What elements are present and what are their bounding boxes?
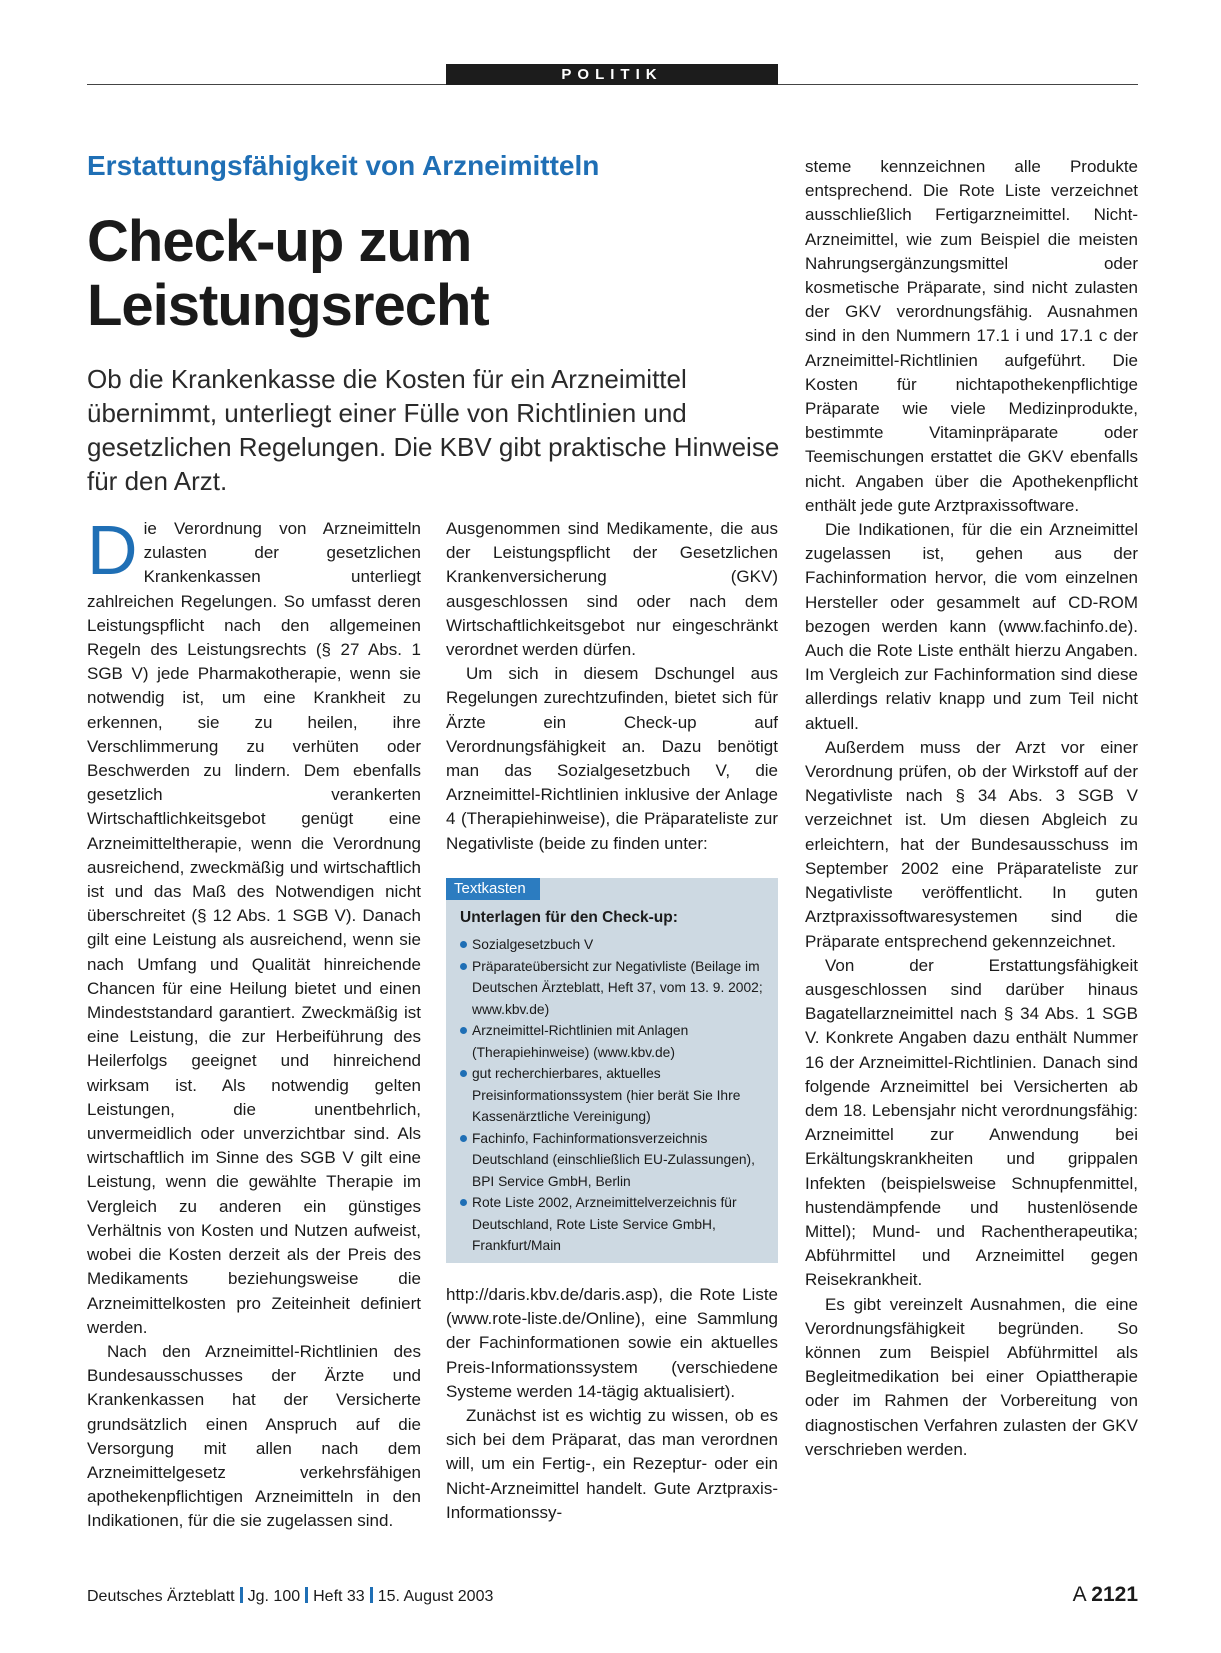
headline-line-1: Check-up zum: [87, 209, 472, 274]
journal-volume: Jg. 100: [247, 1588, 301, 1605]
paragraph: Zunächst ist es wichtig zu wissen, ob es sich bei dem Präparat, das man verordnen will, um ein Fertig-, ein Rezeptur- oder ein Nicht-Arzneimittel handelt. Gute Arztpraxis-Informationssy-: [446, 1406, 778, 1522]
info-box-title: Unterlagen für den Check-up:: [460, 909, 678, 926]
text-column-3: [805, 155, 1138, 1462]
list-item: Sozialgesetzbuch V: [460, 934, 772, 956]
bullet-icon: [460, 963, 467, 970]
article-kicker: Erstattungsfähigkeit von Arzneimitteln: [87, 150, 600, 181]
list-item: Präparateübersicht zur Negativliste (Beilage im Deutschen Ärzteblatt, Heft 37, vom 13. 9. 2002; www.kbv.de): [460, 956, 772, 1021]
footer-separator: [240, 1587, 243, 1603]
paragraph: Um sich in diesem Dschungel aus Regelungen zurechtzufinden, bietet sich für Ärzte ein Check-up auf Verordnungsfähigkeit an. Dazu benötigt man das Sozialgesetzbuch V, die Arzneimittel-Richtlinien inklusive der Anlage 4 (Therapiehinweise), die Präparateliste zur Negativliste (beide zu finden unter:: [446, 664, 778, 853]
page-prefix: A: [1072, 1583, 1086, 1606]
section-label: POLITIK: [446, 64, 778, 85]
bullet-icon: [460, 1135, 467, 1142]
bullet-icon: [460, 1199, 467, 1206]
journal-date: 15. August 2003: [377, 1588, 494, 1605]
text-column-1: [87, 511, 421, 1534]
bullet-icon: [460, 941, 467, 948]
info-box-list: [460, 934, 772, 1257]
paragraph: Nach den Arzneimittel-Richtlinien des Bundesausschusses der Ärzte und Krankenkassen hat der Versicherte grundsätzlich einen Anspruch auf die Versorgung mit allen nach dem Arzneimittelgesetz verkehrsfähigen apothekenpflichtigen Arzneimitteln in den Indikationen, für die sie zugelassen sind.: [87, 1341, 421, 1531]
journal-name: Deutsches Ärzteblatt: [87, 1588, 235, 1605]
drop-cap: D: [87, 511, 138, 589]
article-lead: Ob die Krankenkasse die Kosten für ein Arzneimittel übernimmt, unterliegt einer Fülle von Richtlinien und gesetzlichen Regelungen. Die KBV gibt praktische Hinweise für den Arzt.: [87, 364, 780, 496]
list-item: Fachinfo, Fachinformationsverzeichnis Deutschland (einschließlich EU-Zulassungen), BPI Service GmbH, Berlin: [460, 1128, 772, 1193]
paragraph: Ausgenommen sind Medikamente, die aus der Leistungspflicht der Gesetzlichen Krankenversicherung (GKV) ausgeschlossen sind oder nach dem Wirtschaftlichkeitsgebot nur eingeschränkt verordnet werden dürfen.: [446, 519, 778, 660]
bullet-icon: [460, 1070, 467, 1077]
bullet-icon: [460, 1027, 467, 1034]
text-column-2-top: [446, 517, 778, 856]
headline-line-2: Leistungsrecht: [87, 273, 489, 338]
footer-separator: [305, 1587, 308, 1603]
paragraph: Außerdem muss der Arzt vor einer Verordnung prüfen, ob der Wirkstoff auf der Negativliste nach § 34 Abs. 3 SGB V verzeichnet ist. Um diesen Abgleich zu erleichtern, hat der Bundesausschuss im September 2002 eine Präparateliste zur Negativliste veröffentlicht. In guten Arztpraxissoftwaresystemen sind die Präparate entsprechend gekennzeichnet.: [805, 737, 1138, 951]
list-item: gut recherchierbares, aktuelles Preisinformationssystem (hier berät Sie Ihre Kassenärztliche Vereinigung): [460, 1063, 772, 1128]
page-number: [1073, 1583, 1138, 1607]
page-footer: [87, 1587, 493, 1606]
paragraph: Es gibt vereinzelt Ausnahmen, die eine Verordnungsfähigkeit begründen. So können zum Beispiel Abführmittel als Begleitmedikation bei einer Opiattherapie oder im Rahmen der Vorbereitung von diagnostischen Verfahren zulasten der GKV verschrieben werden.: [805, 1294, 1138, 1459]
info-box: [446, 878, 778, 1263]
article-headline: [87, 210, 489, 338]
info-box-tab: Textkasten: [446, 878, 540, 900]
text-column-2-bottom: [446, 1283, 778, 1525]
paragraph: Von der Erstattungsfähigkeit ausgeschlossen sind darüber hinaus Bagatellarzneimittel nach § 34 Abs. 1 SGB V. Konkrete Angaben dazu enthält Nummer 16 der Arzneimittel-Richtlinien. Danach sind folgende Arzneimittel bei Versicherten ab dem 18. Lebensjahr nicht verordnungsfähig: Arzneimittel zur Anwendung bei Erkältungskrankheiten und grippalen Infekten (beispielsweise Schnupfenmittel, hustendämpfende und hustenlösende Mittel); Mund- und Rachentherapeutika; Abführmittel und Arzneimittel gegen Reisekrankheit.: [805, 955, 1138, 1290]
page-number-value: 2121: [1091, 1583, 1138, 1606]
paragraph: http://daris.kbv.de/daris.asp), die Rote Liste (www.rote-liste.de/Online), eine Sammlung der Fachinformationen sowie ein aktuelles Preis-Informationssystem (verschiedene Systeme werden 14-tägig aktualisiert).: [446, 1285, 778, 1401]
footer-separator: [370, 1587, 373, 1603]
journal-issue: Heft 33: [313, 1588, 365, 1605]
paragraph: Die Indikationen, für die ein Arzneimittel zugelassen ist, gehen aus der Fachinformation hervor, die vom einzelnen Hersteller oder gesammelt auf CD-ROM bezogen werden kann (www.fachinfo.de). Auch die Rote Liste enthält hierzu Angaben. Im Vergleich zur Fachinformation sind diese allerdings relativ knapp und zum Teil nicht aktuell.: [805, 520, 1138, 733]
paragraph: [87, 511, 421, 1340]
list-item: Rote Liste 2002, Arzneimittelverzeichnis für Deutschland, Rote Liste Service GmbH, Frankfurt/Main: [460, 1192, 772, 1257]
paragraph: steme kennzeichnen alle Produkte entsprechend. Die Rote Liste verzeichnet ausschließlich Fertigarzneimittel. Nicht-Arzneimittel, wie zum Beispiel die meisten Nahrungsergänzungsmittel oder kosmetische Präparate, sind nicht zulasten der GKV verordnungsfähig. Ausnahmen sind in den Nummern 17.1 i und 17.1 c der Arzneimittel-Richtlinien aufgeführt. Die Kosten für nichtapothekenpflichtige Präparate wie viele Medizinprodukte, bestimmte Vitaminpräparate oder Teemischungen erstattet die GKV ebenfalls nicht. Angaben über die Apothekenpflicht enthält jede gute Arztpraxissoftware.: [805, 157, 1138, 515]
paragraph-text: ie Verordnung von Arzneimitteln zulasten der gesetzlichen Krankenkassen unterliegt zahlreichen Regelungen. So umfasst deren Leistungspflicht nach den allgemeinen Regeln des Leistungsrechts (§ 27 Abs. 1 SGB V) jede Pharmakotherapie, wenn sie notwendig ist, um eine Krankheit zu erkennen, sie zu heilen, ihre Verschlimmerung zu verhüten oder Beschwerden zu lindern. Dem ebenfalls gesetzlich verankerten Wirtschaftlichkeitsgebot genügt eine Arzneimitteltherapie, wenn die Verordnung ausreichend, zweckmäßig und wirtschaftlich ist und das Maß des Notwendigen nicht überschreitet (§ 12 Abs. 1 SGB V). Danach gilt eine Leistung als ausreichend, wenn sie nach Umfang und Qualität hinreichende Chancen für eine Heilung bietet und einen Mindeststandard garantiert. Zweckmäßig ist eine Leistung, die zur Herbeiführung des Heilerfolgs geeignet und hinreichend wirksam ist. Als notwendig gelten Leistungen, die unentbehrlich, unvermeidlich oder unverzichtbar sind. Als wirtschaftlich im Sinne des SGB V gilt eine Leistung, wenn die gewählte Therapie im Vergleich zu anderen ein günstiges Verhältnis von Kosten und Nutzen aufweist, wobei die Kosten derzeit als der Preis des Medikaments beziehungsweise die Arzneimittelkosten pro Zeiteinheit definiert werden.: [87, 519, 421, 1337]
list-item: Arzneimittel-Richtlinien mit Anlagen (Therapiehinweise) (www.kbv.de): [460, 1020, 772, 1063]
